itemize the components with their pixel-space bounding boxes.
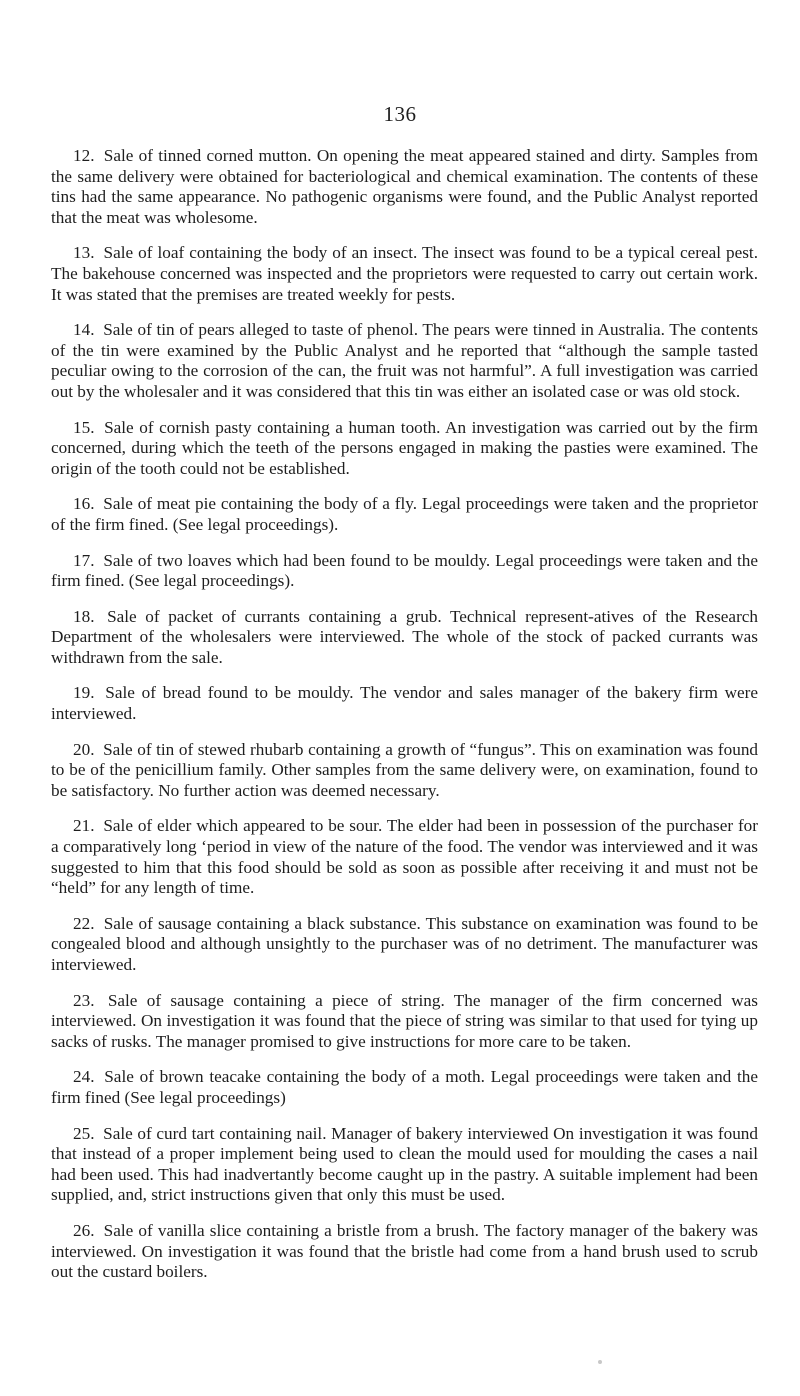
paragraph-text: Sale of sausage containing a piece of string. The manager of the firm concerned was interviewed. On investigation it was found that the piece of string was similar to that used for tying up sacks of rusks. The manager promised to give instructions for more care to be taken. bbox=[51, 990, 758, 1051]
paragraph-19 bbox=[51, 683, 758, 724]
paragraph-number: 20. bbox=[73, 739, 95, 759]
paragraph-number: 19. bbox=[73, 683, 95, 703]
paragraph-18 bbox=[51, 607, 758, 669]
paragraph-number: 22. bbox=[73, 913, 95, 933]
paragraph-number: 17. bbox=[73, 550, 95, 570]
paragraph-number: 23. bbox=[73, 990, 95, 1010]
paragraph-16 bbox=[51, 494, 758, 535]
paragraph-text: Sale of curd tart containing nail. Manager of bakery interviewed On investigation it was found that instead of a proper implement being used to clean the mould used for moulding the cases a nail had been used. This had inadvertantly become caught up in the pastry. A suitable implement had been supplied, and, strict instructions given that only this must be used. bbox=[51, 1123, 758, 1205]
paragraph-text: Sale of brown teacake containing the body of a moth. Legal proceedings were taken and the firm fined (See legal proceedings) bbox=[51, 1067, 759, 1107]
paragraph-number: 18. bbox=[73, 606, 95, 626]
paragraph-text: Sale of tin of pears alleged to taste of phenol. The pears were tinned in Australia. The contents of the tin were examined by the Public Analyst and he reported that “although the sample tasted peculiar owing to the corrosion of the can, the fruit was not harmful”. A full investigation was carried out by the wholesaler and it was considered that this tin was either an isolated case or was old stock. bbox=[51, 320, 759, 401]
paragraph-text: Sale of bread found to be mouldy. The vendor and sales manager of the bakery firm were interviewed. bbox=[51, 683, 759, 724]
paragraph-17 bbox=[51, 551, 758, 592]
paragraph-23 bbox=[51, 991, 758, 1053]
paragraph-12 bbox=[51, 146, 758, 228]
paragraph-text: Sale of loaf containing the body of an insect. The insect was found to be a typical cereal pest. The bakehouse concerned was inspected and the proprietors were requested to carry out certain work. It was stated that the premises are treated weekly for pests. bbox=[51, 243, 759, 304]
paragraph-text: Sale of cornish pasty containing a human tooth. An investigation was carried out by the firm concerned, during which the teeth of the persons engaged in making the pasties were examined. The origin of the tooth could not be established. bbox=[51, 417, 758, 478]
paragraph-text: Sale of tinned corned mutton. On opening the meat appeared stained and dirty. Samples from the same delivery were obtained for bacteriological and chemical examination. The contents of these tins had the same appearance. No pathogenic organisms were found, and the Public Analyst reported that the meat was wholesome. bbox=[51, 146, 758, 227]
paragraph-number: 25. bbox=[73, 1123, 95, 1143]
paragraph-number: 14. bbox=[73, 320, 95, 340]
document-body bbox=[51, 146, 758, 1298]
page-number: 136 bbox=[383, 102, 417, 126]
paragraph-number: 21. bbox=[73, 816, 95, 836]
paragraph-number: 13. bbox=[73, 243, 95, 263]
paragraph-text: Sale of elder which appeared to be sour. The elder had been in possession of the purchaser for a comparatively long ‘period in view of the nature of the food. The vendor was interviewed and it was suggested to him that this food should be sold as soon as possible after receiving it and must not be “held” for any length of time. bbox=[51, 816, 759, 898]
paragraph-24 bbox=[51, 1067, 758, 1108]
paragraph-number: 26. bbox=[73, 1220, 95, 1240]
paragraph-15 bbox=[51, 418, 758, 480]
scan-speck bbox=[598, 1360, 602, 1364]
paragraph-number: 15. bbox=[73, 417, 95, 437]
paragraph-text: Sale of packet of currants containing a grub. Technical represent-atives of the Research Department of the wholesalers were interviewed. The whole of the stock of packed currants was withdrawn from the sale. bbox=[51, 606, 759, 667]
paragraph-20 bbox=[51, 740, 758, 802]
paragraph-number: 24. bbox=[73, 1067, 95, 1087]
paragraph-14 bbox=[51, 320, 758, 402]
paragraph-13 bbox=[51, 243, 758, 305]
paragraph-text: Sale of tin of stewed rhubarb containing a growth of “fungus”. This on examination was found to be of the penicillium family. Other samples from the same delivery were, on examination, found to be satisfactory. No further action was deemed necessary. bbox=[51, 739, 759, 800]
paragraph-text: Sale of meat pie containing the body of a fly. Legal proceedings were taken and the proprietor of the firm fined. (See legal proceedings). bbox=[51, 494, 758, 534]
paragraph-22 bbox=[51, 914, 758, 976]
paragraph-26 bbox=[51, 1221, 758, 1283]
paragraph-21 bbox=[51, 816, 758, 898]
paragraph-text: Sale of two loaves which had been found to be mouldy. Legal proceedings were taken and the firm fined. (See legal proceedings). bbox=[51, 550, 758, 591]
paragraph-text: Sale of vanilla slice containing a bristle from a brush. The factory manager of the bakery was interviewed. On investigation it was found that the bristle had come from a hand brush used to scrub out the custard boilers. bbox=[51, 1220, 758, 1282]
paragraph-text: Sale of sausage containing a black substance. This substance on examination was found to be congealed blood and although unsightly to the purchaser was of no detriment. The manufacturer was interviewed. bbox=[51, 913, 758, 974]
paragraph-number: 16. bbox=[73, 494, 95, 514]
paragraph-number: 12. bbox=[73, 146, 95, 165]
paragraph-25 bbox=[51, 1124, 758, 1206]
